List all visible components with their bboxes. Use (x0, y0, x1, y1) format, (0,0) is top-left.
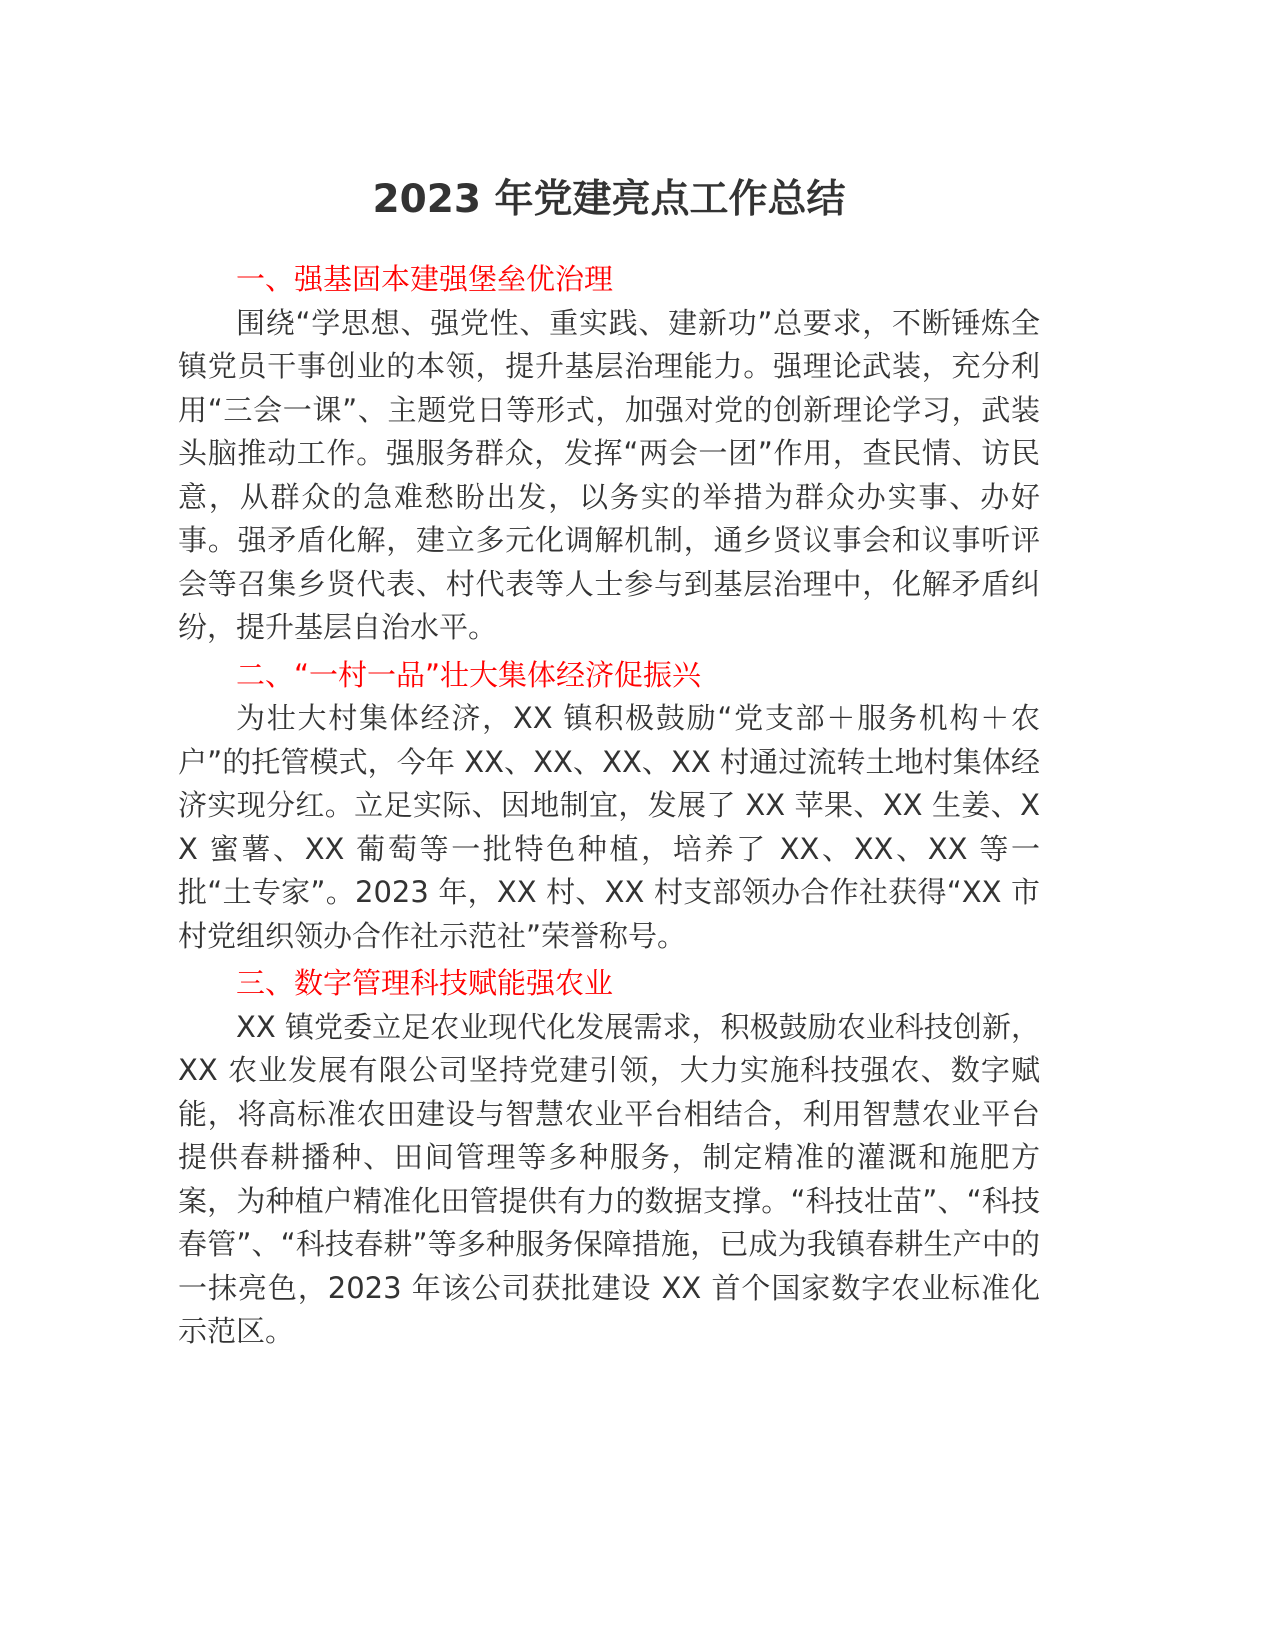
document-body (178, 258, 1040, 1358)
section-heading-1: 一、强基固本建强堡垒优治理 (236, 262, 614, 296)
section-heading-2: 二、“一村一品”壮大集体经济促振兴 (236, 657, 702, 692)
section-paragraph-3: XX 镇党委立足农业现代化发展需求，积极鼓励农业科技创新，XX 农业发展有限公司坚持党建引领，大力实施科技强农、数字赋能，将高标准农田建设与智慧农业平台相结合，利用智慧农业平台提供春耕播种、田间管理等多种服务，制定精准的灌溉和施肥方案，为种植户精准化田管提供有力的数据支撑。“科技壮苗”、“科技春管”、“科技春耕”等多种服务保障措施，已成为我镇春耕生产中的一抹亮色，2023 年该公司获批建设 XX 首个国家数字农业标准化示范区。 (178, 1009, 1040, 1348)
section-paragraph-2: 为壮大村集体经济，XX 镇积极鼓励“党支部＋服务机构＋农户”的托管模式，今年 XX、XX、XX、XX 村通过流转土地村集体经济实现分红。立足实际、因地制宜，发展了 XX 苹果、XX 生姜、XX 蜜薯、XX 葡萄等一批特色种植，培养了 XX、XX、XX 等一批“土专家”。2023 年，XX 村、XX 村支部领办合作社获得“XX 市村党组织领办合作社示范社”荣誉称号。 (178, 701, 1040, 953)
document-title: 2023 年党建亮点工作总结 (372, 177, 846, 222)
section-heading-3: 三、数字管理科技赋能强农业 (236, 966, 614, 1000)
section-paragraph-1: 围绕“学思想、强党性、重实践、建新功”总要求，不断锤炼全镇党员干事创业的本领，提升基层治理能力。强理论武装，充分利用“三会一课”、主题党日等形式，加强对党的创新理论学习，武装头脑推动工作。强服务群众，发挥“两会一团”作用，查民情、访民意，从群众的急难愁盼出发，以务实的举措为群众办实事、办好事。强矛盾化解，建立多元化调解机制，通乡贤议事会和议事听评会等召集乡贤代表、村代表等人士参与到基层治理中，化解矛盾纠纷，提升基层自治水平。 (178, 305, 1040, 644)
